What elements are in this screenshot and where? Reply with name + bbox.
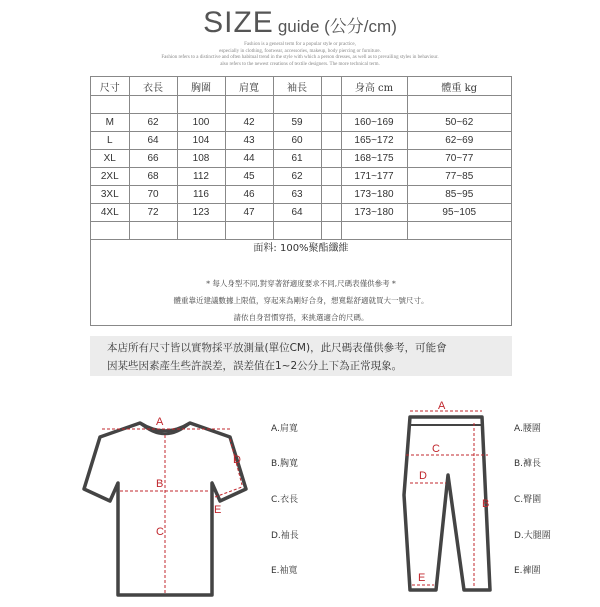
table-row <box>91 186 511 204</box>
table-cell: 64 <box>273 204 321 222</box>
table-cell: 70 <box>129 186 177 204</box>
table-cell: 72 <box>129 204 177 222</box>
size-grid <box>91 77 511 240</box>
pants-legend-e: E.褲圍 <box>514 566 541 576</box>
table-cell: 44 <box>225 150 273 168</box>
table-cell: 43 <box>225 132 273 150</box>
pants-outline <box>404 417 490 590</box>
table-cell <box>129 96 177 114</box>
table-cell <box>321 150 341 168</box>
measurement-note <box>90 336 512 376</box>
table-cell: 62 <box>129 114 177 132</box>
size-table <box>90 76 512 326</box>
letter-b: B <box>156 478 164 490</box>
column-header: 袖長 <box>273 77 321 96</box>
table-cell: 61 <box>273 150 321 168</box>
column-header: 衣長 <box>129 77 177 96</box>
column-header: 胸圍 <box>177 77 225 96</box>
letter-e: E <box>214 504 222 516</box>
letter-c: C <box>156 526 164 538</box>
shirt-legend-e: E.袖寬 <box>271 566 298 576</box>
table-cell: 42 <box>225 114 273 132</box>
table-cell <box>321 96 341 114</box>
letter-d: D <box>419 470 427 482</box>
tagline-line: Fashion refers to a distinctive and often habitual trend in the style with which a person dresses, as well as to prevailing styles in behaviour. <box>161 55 439 60</box>
fabric-info: 面料: 100%聚酯纖維 <box>253 243 349 254</box>
table-cell <box>341 222 407 240</box>
table-cell: 168~175 <box>341 150 407 168</box>
table-cell: 123 <box>177 204 225 222</box>
table-cell: 160~169 <box>341 114 407 132</box>
title-sub: guide (公分/cm) <box>277 17 397 36</box>
table-cell: 62 <box>273 168 321 186</box>
column-header: 尺寸 <box>91 77 129 96</box>
table-cell: 46 <box>225 186 273 204</box>
table-cell: 2XL <box>91 168 129 186</box>
table-cell: 70~77 <box>407 150 511 168</box>
tagline-line: Fashion is a general term for a popular style or practice, <box>244 42 356 47</box>
table-cell: M <box>91 114 129 132</box>
table-cell <box>91 96 129 114</box>
table-cell: 171~177 <box>341 168 407 186</box>
table-row <box>91 132 511 150</box>
measurement-note-line2: 因某些因素產生些許誤差，誤差值在1~2公分上下為正常現象。 <box>107 360 403 372</box>
table-row <box>91 114 511 132</box>
table-cell: 4XL <box>91 204 129 222</box>
title-main: SIZE <box>203 6 274 39</box>
letter-a: A <box>438 400 446 412</box>
pants-legend-a: A.腰圍 <box>514 424 541 434</box>
table-cell: 165~172 <box>341 132 407 150</box>
table-cell <box>321 168 341 186</box>
table-cell <box>321 222 341 240</box>
column-header <box>321 77 341 96</box>
table-cell: XL <box>91 150 129 168</box>
table-cell <box>341 96 407 114</box>
shirt-legend-d: D.袖長 <box>271 531 299 541</box>
table-cell: 95~105 <box>407 204 511 222</box>
letter-e: E <box>418 572 426 584</box>
table-row <box>91 222 511 240</box>
measurement-note-line1: 本店所有尺寸皆以實物採平放測量(單位CM)，此尺碼表僅供參考，可能會 <box>107 342 447 354</box>
table-cell <box>129 222 177 240</box>
table-row <box>91 204 511 222</box>
table-cell: 66 <box>129 150 177 168</box>
note-line: * 每人身型不同,對穿著舒適度要求不同,尺碼表僅供參考 * <box>206 279 396 288</box>
table-cell: 60 <box>273 132 321 150</box>
pants-legend-c: C.臀圍 <box>514 495 542 505</box>
table-cell: 104 <box>177 132 225 150</box>
table-cell: 100 <box>177 114 225 132</box>
table-cell <box>321 186 341 204</box>
note-line: 請依自身習慣穿搭，來挑選適合的尺碼。 <box>233 313 369 322</box>
table-cell: 108 <box>177 150 225 168</box>
size-notes <box>91 275 511 326</box>
shirt-outline <box>84 423 246 595</box>
table-cell: 173~180 <box>341 204 407 222</box>
table-cell: 45 <box>225 168 273 186</box>
pants-legend-d: D.大腿圍 <box>514 531 551 541</box>
page-title <box>0 6 600 40</box>
table-cell <box>225 222 273 240</box>
table-cell <box>91 222 129 240</box>
table-cell <box>177 222 225 240</box>
letter-a: A <box>156 416 164 428</box>
shirt-diagram <box>80 405 280 605</box>
column-header: 身高 cm <box>341 77 407 96</box>
pants-diagram <box>398 395 508 600</box>
table-row <box>91 96 511 114</box>
table-cell: 59 <box>273 114 321 132</box>
column-header: 肩寬 <box>225 77 273 96</box>
shirt-legend-b: B.胸寬 <box>271 459 299 469</box>
table-cell: 47 <box>225 204 273 222</box>
tagline-line: especially in clothing, footwear, accessories, makeup, body piercing or furniture. <box>219 48 381 54</box>
table-cell <box>321 204 341 222</box>
table-cell <box>407 222 511 240</box>
table-cell <box>321 114 341 132</box>
table-cell <box>273 96 321 114</box>
table-cell <box>273 222 321 240</box>
letter-d: D <box>233 454 241 466</box>
table-row <box>91 168 511 186</box>
table-cell: 173~180 <box>341 186 407 204</box>
table-cell: 77~85 <box>407 168 511 186</box>
table-cell: 116 <box>177 186 225 204</box>
table-cell: L <box>91 132 129 150</box>
table-cell: 64 <box>129 132 177 150</box>
shirt-legend-a: A.肩寬 <box>271 424 298 434</box>
table-cell: 50~62 <box>407 114 511 132</box>
table-cell <box>321 132 341 150</box>
table-header-row <box>91 77 511 96</box>
table-cell: 62~69 <box>407 132 511 150</box>
table-row <box>91 150 511 168</box>
letter-c: C <box>432 443 440 455</box>
letter-b: B <box>482 498 490 510</box>
pants-legend-b: B.褲長 <box>514 459 542 469</box>
column-header: 體重 kg <box>407 77 511 96</box>
table-cell: 63 <box>273 186 321 204</box>
tagline-line: also refers to the newest creations of textile designers. The more technical term. <box>220 61 380 67</box>
table-cell: 112 <box>177 168 225 186</box>
table-cell <box>407 96 511 114</box>
table-cell: 68 <box>129 168 177 186</box>
tagline <box>0 42 600 68</box>
table-cell <box>177 96 225 114</box>
shirt-legend-c: C.衣長 <box>271 495 299 505</box>
table-cell <box>225 96 273 114</box>
table-cell: 3XL <box>91 186 129 204</box>
note-line: 體重靠近建議數據上限值，穿起來為剛好合身，想寬鬆舒適就買大一號尺寸。 <box>173 296 429 305</box>
table-cell: 85~95 <box>407 186 511 204</box>
